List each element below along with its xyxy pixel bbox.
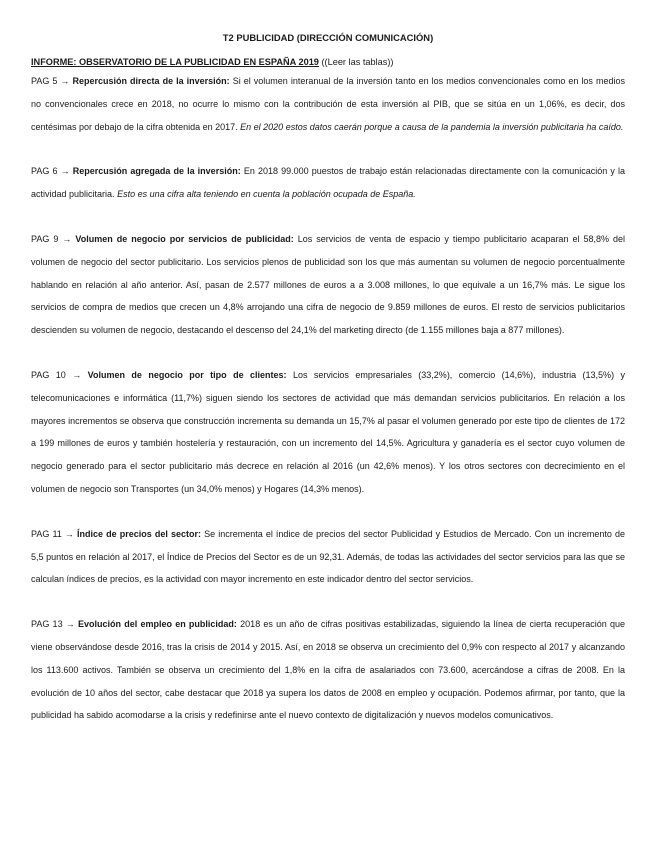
section-page-ref: PAG 11 → xyxy=(31,528,74,539)
section-heading: Volumen de negocio por tipo de clientes: xyxy=(87,369,287,380)
section-page-ref: PAG 13 → xyxy=(31,619,75,630)
section-note: En el 2020 estos datos caerán porque a causa de la pandemia la inversión publicitaria ha caído. xyxy=(240,121,624,132)
section-body: Se incrementa el índice de precios del sector Publicidad y Estudios de Mercado. Con un incremento de 5,5 puntos en relación al 2017, el Índice de Precios del Sector es de un 92,31. Además, de todas las actividades del sector servicios para las que se calculan índices de precios, es la actividad con mayor incremento en este indicador dentro del sector servicios. xyxy=(31,528,625,585)
section-heading: Índice de precios del sector: xyxy=(77,528,201,539)
section-pag-6 xyxy=(31,160,625,206)
section-body: En 2018 99.000 puestos de trabajo están relacionadas directamente con la comunicación y la actividad publicitaria. xyxy=(31,166,625,200)
section-note: Esto es una cifra alta teniendo en cuenta la población ocupada de España. xyxy=(117,189,416,200)
section-pag-10 xyxy=(31,364,625,501)
report-note: ((Leer las tablas)) xyxy=(321,57,394,67)
section-page-ref: PAG 6 → xyxy=(31,166,70,177)
section-pag-11 xyxy=(31,523,625,591)
section-page-ref: PAG 5 → xyxy=(31,76,70,86)
document-title: T2 PUBLICIDAD (DIRECCIÓN COMUNICACIÓN) xyxy=(222,32,434,43)
section-body: Si el volumen interanual de la inversión tanto en los medios convencionales como en los medios no convencionales crece en 2018, no ocurre lo mismo con la contribución de esta inversión al PIB, que se sitúa en un 1,06%, es decir, dos centésimas por debajo de la cifra obtenida en 2017. xyxy=(31,76,625,132)
report-heading: INFORME: OBSERVATORIO DE LA PUBLICIDAD EN ESPAÑA 2019 xyxy=(31,57,319,67)
document-page xyxy=(31,24,625,727)
section-heading: Evolución del empleo en publicidad: xyxy=(78,619,237,630)
section-body: 2018 es un año de cifras positivas estabilizadas, siguiendo la línea de cierta recuperación que viene observándose desde 2016, tras la crisis de 2014 y 2015. Así, en 2018 se observa un crecimiento del 0,9% con respecto al 2017 y alcanzando los 113.600 activos. También se observa un crecimiento del 1,8% en la cifra de asalariados con 73.600, acercándose a cifras de 2008. En la evolución de 10 años del sector, cabe destacar que 2018 ya supera los datos de 2008 en empleo y ocupación. Podemos afirmar, por tanto, que la publicidad ha sabido acomodarse a la crisis y redefinirse ante el nuevo contexto de digitalización y nuevos modelos comunicativos. xyxy=(31,619,625,721)
section-heading: Volumen de negocio por servicios de publicidad: xyxy=(75,233,294,244)
section-page-ref: PAG 10 → xyxy=(31,369,82,380)
section-pag-9 xyxy=(31,228,625,342)
section-page-ref: PAG 9 → xyxy=(31,233,72,244)
section-heading: Repercusión directa de la inversión: xyxy=(72,76,230,86)
section-pag-5 xyxy=(31,70,625,138)
section-pag-13 xyxy=(31,613,625,727)
section-body: Los servicios empresariales (33,2%), comercio (14,6%), industria (13,5%) y telecomunicaciones e informática (11,7%) siguen siendo los sectores de actividad que más demandan servicios publicitarios. En relación a los mayores incrementos se observa que construcción incrementa su demanda un 15,7% al pasar el volumen generado por este tipo de clientes de 172 a 199 millones de euros y también hostelería y restauración, con un incremento del 14,5%. Agricultura y ganadería es el sector cuyo volumen de negocio generado para el sector publicitario más decrece en relación al 2016 (un 42,6% menos). Y los otros sectores con decrecimiento en el volumen de negocio son Transportes (un 34,0% menos) y Hogares (14,3% menos). xyxy=(31,369,625,494)
section-heading: Repercusión agregada de la inversión: xyxy=(72,166,241,177)
report-heading-line xyxy=(31,57,625,67)
section-body: Los servicios de venta de espacio y tiempo publicitario acaparan el 58,8% del volumen de negocio del sector publicitario. Los servicios plenos de publicidad son los que más aumentan su volumen de negocio porcentualmente hablando en relación al año anterior. Así, pasan de 2.577 millones de euros a a 3.008 millones, lo que equivale a un 16,7% más. Le sigue los servicios de compra de medios que crecen un 4,8% arrojando una cifra de negocio de 9.859 millones de euros. El resto de servicios publicitarios descienden su volumen de negocio, destacando el descenso del 24,1% del marketing directo (de 1.155 millones baja a 877 millones). xyxy=(31,233,625,336)
